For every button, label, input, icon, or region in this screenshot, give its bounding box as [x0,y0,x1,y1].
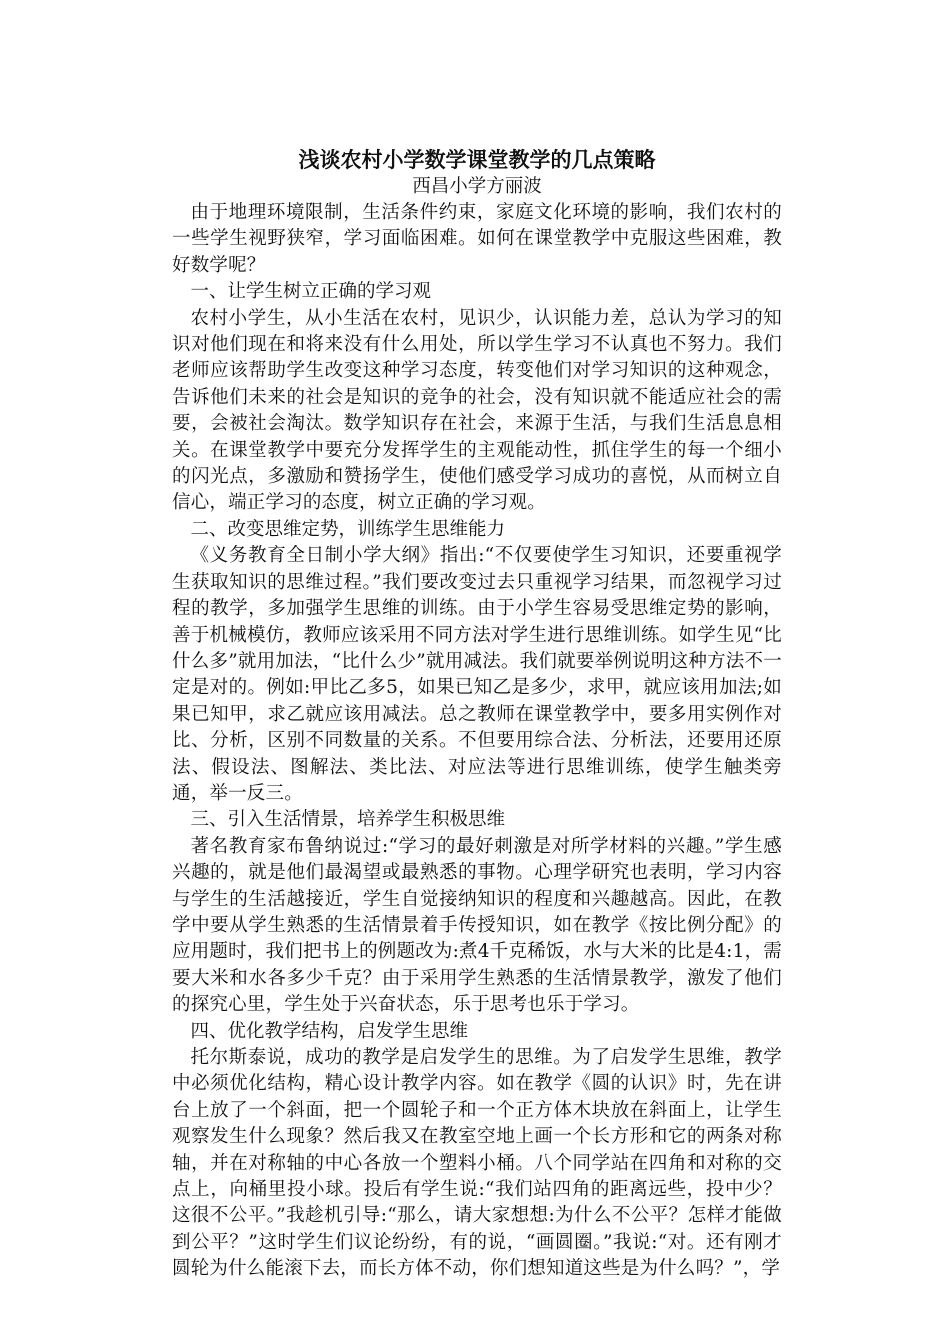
section-1-heading: 一、让学生树立正确的学习观 [190,281,432,303]
section-2-body: 《义务教育全日制小学大纲》指出:“不仅要使学生习知识，还要重视学生获取知识的思维过程。”我们要改变过去只重视学习结果，而忽视学习过程的教学，多加强学生思维的训练。由于小学生容易受思维定势的影响，善于机械模仿，教师应该采用不同方法对学生进行思维训练。如学生见“比什么多”就用加法，“比什么少”就用减法。我们就要举例说明这种方法不一定是对的。例如:甲比乙多5，如果已知乙是多少，求甲，就应该用加法;如果已知甲，求乙就应该用减法。总之教师在课堂教学中，要多用实例作对比、分析，区别不同数量的关系。不但要用综合法、分析法，还要用还原法、假设法、图解法、类比法、对应法等进行思维训练，使学生触类旁通，举一反三。 [172,545,782,804]
section-4-heading: 四、优化教学结构，启发学生思维 [190,1020,469,1042]
section-2-heading: 二、改变思维定势，训练学生思维能力 [190,518,506,540]
document-title: 浅谈农村小学数学课堂教学的几点策略 [298,147,656,172]
intro-paragraph: 由于地理环境限制，生活条件约束，家庭文化环境的影响，我们农村的一些学生视野狭窄，学习面临困难。如何在课堂教学中克服这些困难，教好数学呢？ [172,202,782,276]
section-1-body: 农村小学生，从小生活在农村，见识少，认识能力差，总认为学习的知识对他们现在和将来没有什么用处，所以学生学习不认真也不努力。我们老师应该帮助学生改变这种学习态度，转变他们对学习知识的这种观念，告诉他们未来的社会是知识的竞争的社会，没有知识就不能适应社会的需要，会被社会淘汰。数学知识存在社会，来源于生活，与我们生活息息相关。在课堂教学中要充分发挥学生的主观能动性，抓住学生的每一个细小的闪光点，多激励和赞扬学生，使他们感受学习成功的喜悦，从而树立自信心，端正学习的态度，树立正确的学习观。 [172,307,782,514]
section-3-heading: 三、引入生活情景，培养学生积极思维 [190,809,506,831]
section-3-body: 著名教育家布鲁纳说过:“学习的最好刺激是对所学材料的兴趣。”学生感兴趣的，就是他们最渴望或最熟悉的事物。心理学研究也表明，学习内容与学生的生活越接近，学生自觉接纳知识的程度和兴趣越高。因此，在教学中要从学生熟悉的生活情景着手传授知识，如在教学《按比例分配》的应用题时，我们把书上的例题改为:煮4千克稀饭，水与大米的比是4:1，需要大米和水各多少千克？由于采用学生熟悉的生活情景教学，激发了他们的探究心里，学生处于兴奋状态，乐于思考也乐于学习。 [172,835,782,1016]
section-4-body: 托尔斯泰说，成功的教学是启发学生的思维。为了启发学生思维，教学中必须优化结构，精心设计教学内容。如在教学《圆的认识》时，先在讲台上放了一个斜面，把一个圆轮子和一个正方体木块放在斜面上，让学生观察发生什么现象？然后我又在教室空地上画一个长方形和它的两条对称轴，并在对称轴的中心各放一个塑料小桶。八个同学站在四角和对称的交点上，向桶里投小球。投后有学生说:“我们站四角的距离远些，投中少？这很不公平。”我趁机引导:“那么，请大家想想:为什么不公平？怎样才能做到公平？”这时学生们议论纷纷，有的说，“画圆圈。”我说:“对。还有刚才圆轮为什么能滚下去，而长方体不动，你们想知道这些是为什么吗？”，学 [172,1047,782,1280]
author-line: 西昌小学方丽波 [412,176,542,197]
document-page [172,146,782,1283]
